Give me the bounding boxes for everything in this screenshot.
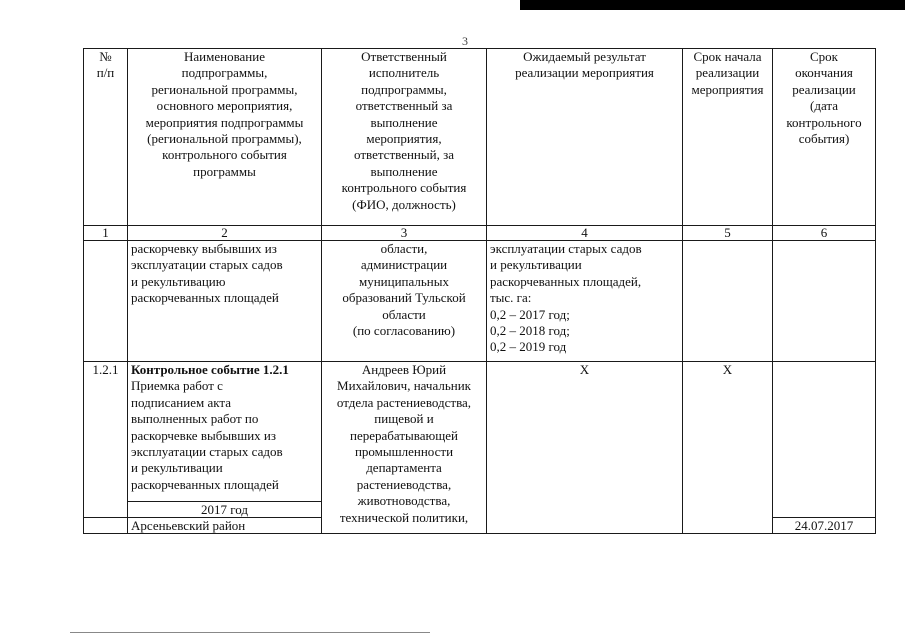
event-title: Контрольное событие 1.2.1 <box>131 362 289 377</box>
header-start-date: Срок начала реализации мероприятия <box>683 49 773 226</box>
row-number-cell <box>84 502 128 518</box>
column-number: 6 <box>773 226 876 241</box>
start-date: Х <box>683 362 773 534</box>
header-end-date: Срок окончания реализации (дата контрольного события) <box>773 49 876 226</box>
column-number: 1 <box>84 226 128 241</box>
expected-result: эксплуатации старых садов и рекультивации раскорчеванных площадей, тыс. га: 0,2 – 2017 год; 0,2 – 2018 год; 0,2 – 2019 год <box>487 241 683 362</box>
responsible-executor: Андреев Юрий Михайлович, начальник отдела растениеводства, пищевой и перерабатывающей промышленности департамента растениеводства, животноводства, технической политики, <box>322 362 487 534</box>
header-expected-result: Ожидаемый результат реализации мероприятия <box>487 49 683 226</box>
header-row <box>84 49 876 226</box>
start-date <box>683 241 773 362</box>
table-row <box>84 241 876 362</box>
measure-name: раскорчевку выбывших из эксплуатации старых садов и рекультивацию раскорчеванных площадей <box>128 241 322 362</box>
scan-edge-bar <box>520 0 905 10</box>
header-responsible: Ответственный исполнитель подпрограммы, ответственный за выполнение мероприятия, ответственный, за выполнение контрольного события (ФИО, должность) <box>322 49 487 226</box>
year-label: 2017 год <box>128 502 322 518</box>
column-number: 2 <box>128 226 322 241</box>
program-table <box>83 48 876 534</box>
column-number: 4 <box>487 226 683 241</box>
row-number <box>84 241 128 362</box>
responsible-executor: области, администрации муниципальных образований Тульской области (по согласованию) <box>322 241 487 362</box>
end-date <box>773 362 876 518</box>
measure-name <box>128 362 322 502</box>
expected-result: Х <box>487 362 683 534</box>
scan-bottom-line <box>70 632 430 633</box>
column-number: 5 <box>683 226 773 241</box>
row-number-cell <box>84 518 128 534</box>
end-date <box>773 241 876 362</box>
event-body: Приемка работ с подписанием акта выполненных работ по раскорчевке выбывших из эксплуатации старых садов и рекультивации раскорчеванных площадей <box>131 378 283 492</box>
control-date: 24.07.2017 <box>773 518 876 534</box>
page-number: 3 <box>462 34 468 48</box>
column-number: 3 <box>322 226 487 241</box>
header-number: № п/п <box>84 49 128 226</box>
header-name: Наименование подпрограммы, региональной программы, основного мероприятия, мероприятия подпрограммы (региональной программы), контрольного события программы <box>128 49 322 226</box>
table-row <box>84 362 876 502</box>
column-number-row <box>84 226 876 241</box>
district-name: Арсеньевский район <box>128 518 322 534</box>
row-number: 1.2.1 <box>84 362 128 502</box>
